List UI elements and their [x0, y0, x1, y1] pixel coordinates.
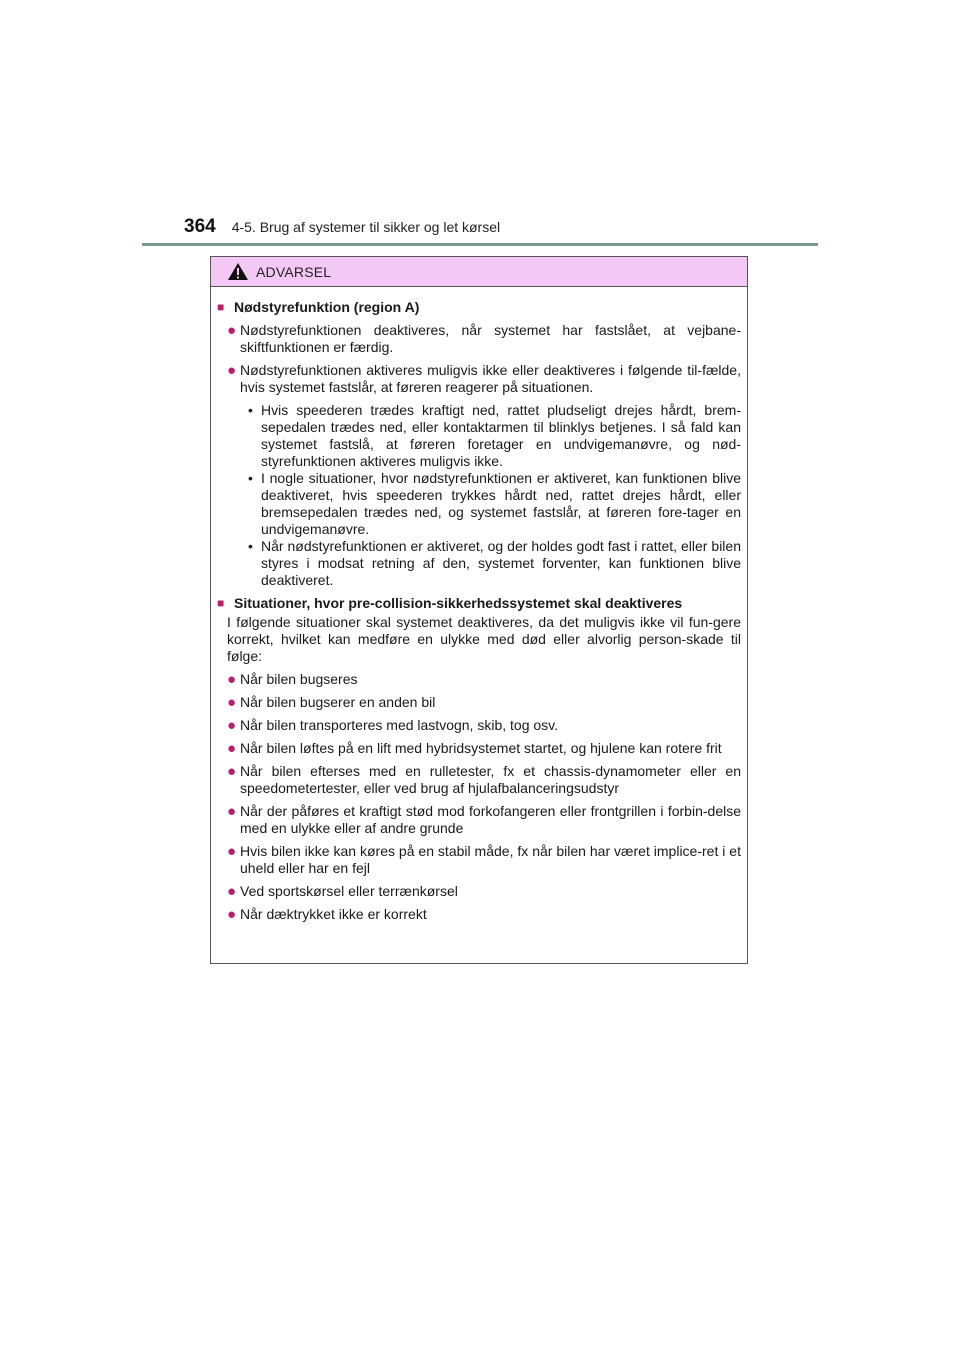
- circle-bullet-icon: ●: [227, 763, 237, 780]
- section-title: 4-5. Brug af systemer til sikker og let kørsel: [231, 219, 501, 235]
- sub-list-item: [248, 470, 741, 538]
- square-bullet-icon: ■: [217, 596, 225, 610]
- page-header: [184, 216, 500, 238]
- list-item: [217, 362, 741, 396]
- circle-bullet-icon: ●: [227, 694, 237, 711]
- list-item-text: Når dæktrykket ikke er korrekt: [240, 906, 427, 922]
- sub-list-item-text: Når nødstyrefunktionen er aktiveret, og der holdes godt fast i rattet, eller bilen styres i modsat retning af den, systemet forventer, kan funktionen blive deaktiveret.: [261, 538, 741, 588]
- list-item-text: Nødstyrefunktionen aktiveres muligvis ikke eller deaktiveres i følgende til-fælde, hvis systemet fastslår, at føreren reagerer på situationen.: [240, 362, 741, 395]
- list-item: [217, 717, 741, 734]
- list-item-text: Når der påføres et kraftigt stød mod forkofangeren eller frontgrillen i forbin-delse med en ulykke eller af andre grunde: [240, 803, 741, 836]
- section-heading: [217, 299, 741, 316]
- list-item: [217, 671, 741, 688]
- circle-bullet-icon: ●: [227, 671, 237, 688]
- list-item-text: Hvis bilen ikke kan køres på en stabil måde, fx når bilen har været implice-ret i et uheld eller har en fejl: [240, 843, 741, 876]
- list-item: [217, 883, 741, 900]
- small-bullet-icon: •: [248, 538, 253, 554]
- sub-list-item-text: I nogle situationer, hvor nødstyrefunktionen er aktiveret, kan funktionen blive deaktiveret, hvis speederen trykkes hårdt ned, rattet drejes hårdt, eller bremsepedalen trædes ned, og systemet fastslår, at føreren fore-tager en undvigemanøvre.: [261, 470, 741, 537]
- intro-paragraph: I følgende situationer skal systemet deaktiveres, da det muligvis ikke vil fun-gere korrekt, hvilket kan medføre en ulykke med død eller alvorlig person-skade til følge:: [227, 614, 741, 664]
- warning-triangle-icon: [227, 262, 249, 281]
- list-item-text: Når bilen bugserer en anden bil: [240, 694, 436, 710]
- list-item: [217, 906, 741, 923]
- list-item-text: Når bilen løftes på en lift med hybridsystemet startet, og hjulene kan rotere frit: [240, 740, 722, 756]
- circle-bullet-icon: ●: [227, 843, 237, 860]
- circle-bullet-icon: ●: [227, 803, 237, 820]
- list-item: [217, 740, 741, 757]
- list-item: [217, 843, 741, 877]
- small-bullet-icon: •: [248, 402, 253, 418]
- sub-list-item-text: Hvis speederen trædes kraftigt ned, rattet pludseligt drejes hårdt, brem-sepedalen trædes ned, eller kontaktarmen til blinklys betjenes. I så fald kan systemet fastslå, at føreren foretager en undvigemanøvre, og nød-styrefunktionen aktiveres muligvis ikke.: [261, 402, 741, 469]
- heading-text: Nødstyrefunktion (region A): [234, 299, 420, 315]
- header-rule: [142, 243, 818, 246]
- circle-bullet-icon: ●: [227, 906, 237, 923]
- list-item: [217, 322, 741, 356]
- circle-bullet-icon: ●: [227, 883, 237, 900]
- heading-text: Situationer, hvor pre-collision-sikkerhedssystemet skal deaktiveres: [234, 595, 683, 611]
- list-item: [217, 803, 741, 837]
- circle-bullet-icon: ●: [227, 362, 237, 379]
- list-item: [217, 694, 741, 711]
- sub-list-item: [248, 538, 741, 589]
- warning-label: ADVARSEL: [256, 263, 332, 280]
- circle-bullet-icon: ●: [227, 322, 237, 339]
- list-item-text: Når bilen bugseres: [240, 671, 358, 687]
- sub-list-item: [248, 402, 741, 470]
- list-item-text: Ved sportskørsel eller terrænkørsel: [240, 883, 458, 899]
- section-heading: [217, 595, 741, 612]
- warning-box: [210, 256, 748, 964]
- square-bullet-icon: ■: [217, 300, 225, 314]
- page-number: 364: [184, 216, 216, 237]
- small-bullet-icon: •: [248, 470, 253, 486]
- list-item: [217, 763, 741, 797]
- list-item-text: Når bilen efterses med en rulletester, fx et chassis-dynamometer eller en speedometertester, eller ved brug af hjulafbalanceringsudstyr: [240, 763, 741, 796]
- warning-body: [211, 287, 747, 923]
- circle-bullet-icon: ●: [227, 740, 237, 757]
- circle-bullet-icon: ●: [227, 717, 237, 734]
- list-item-text: Nødstyrefunktionen deaktiveres, når systemet har fastslået, at vejbane-skiftfunktionen er færdig.: [240, 322, 741, 355]
- list-item-text: Når bilen transporteres med lastvogn, skib, tog osv.: [240, 717, 559, 733]
- warning-header: [211, 257, 747, 287]
